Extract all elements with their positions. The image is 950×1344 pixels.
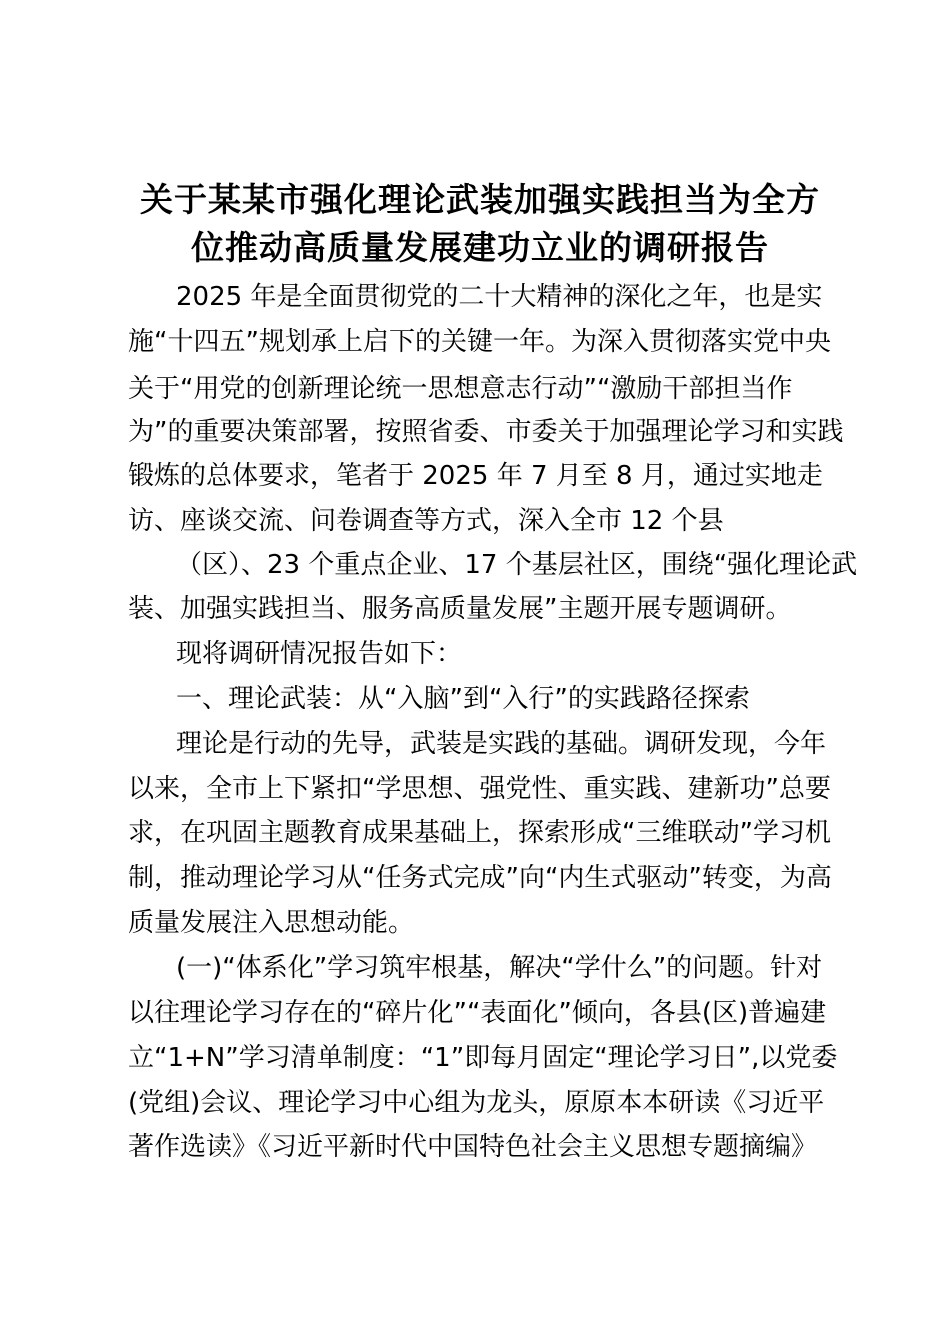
document-title-line-2: 位推动高质量发展建功立业的调研报告 <box>191 228 769 267</box>
paragraph-line: 2025 年是全面贯彻党的二十大精神的深化之年，也是实 <box>150 282 823 312</box>
paragraph-line: 访、座谈交流、问卷调查等方式，深入全市 12 个县 <box>128 506 724 536</box>
paragraph-line: 关于“用党的创新理论统一思想意志行动”“激励干部担当作 <box>128 374 793 404</box>
paragraph-line: 以往理论学习存在的“碎片化”“表面化”倾向，各县(区)普遍建 <box>128 998 827 1028</box>
section-heading: 一、理论武装：从“入脑”到“入行”的实践路径探索 <box>150 684 750 714</box>
paragraph-line: (一)“体系化”学习筑牢根基，解决“学什么”的问题。针对 <box>150 953 823 983</box>
paragraph-line: 现将调研情况报告如下： <box>150 639 463 669</box>
paragraph-line: 装、加强实践担当、服务高质量发展”主题开展专题调研。 <box>128 594 792 624</box>
paragraph-line: 制，推动理论学习从“任务式完成”向“内生式驱动”转变，为高 <box>128 863 832 893</box>
paragraph-line: 求，在巩固主题教育成果基础上，探索形成“三维联动”学习机 <box>128 818 831 848</box>
paragraph-line: 施“十四五”规划承上启下的关键一年。为深入贯彻落实党中央 <box>128 327 831 357</box>
paragraph-line: 为”的重要决策部署，按照省委、市委关于加强理论学习和实践 <box>128 417 844 447</box>
paragraph-line: 锻炼的总体要求，笔者于 2025 年 7 月至 8 月，通过实地走 <box>128 461 823 491</box>
paragraph-line: 立“1+N”学习清单制度：“1”即每月固定“理论学习日”,以党委 <box>128 1043 838 1073</box>
document-title-line-1: 关于某某市强化理论武装加强实践担当为全方 <box>140 180 820 219</box>
paragraph-line: 著作选读》《习近平新时代中国特色社会主义思想专题摘编》 <box>128 1132 818 1162</box>
paragraph-line: （区）、23 个重点企业、17 个基层社区，围绕“强化理论武 <box>176 550 858 580</box>
paragraph-line: (党组)会议、理论学习中心组为龙头，原原本本研读《习近平 <box>128 1088 825 1118</box>
paragraph-line: 以来，全市上下紧扣“学思想、强党性、重实践、建新功”总要 <box>128 774 831 804</box>
paragraph-line: 质量发展注入思想动能。 <box>128 908 415 938</box>
paragraph-line: 理论是行动的先导，武装是实践的基础。调研发现，今年 <box>150 729 827 759</box>
